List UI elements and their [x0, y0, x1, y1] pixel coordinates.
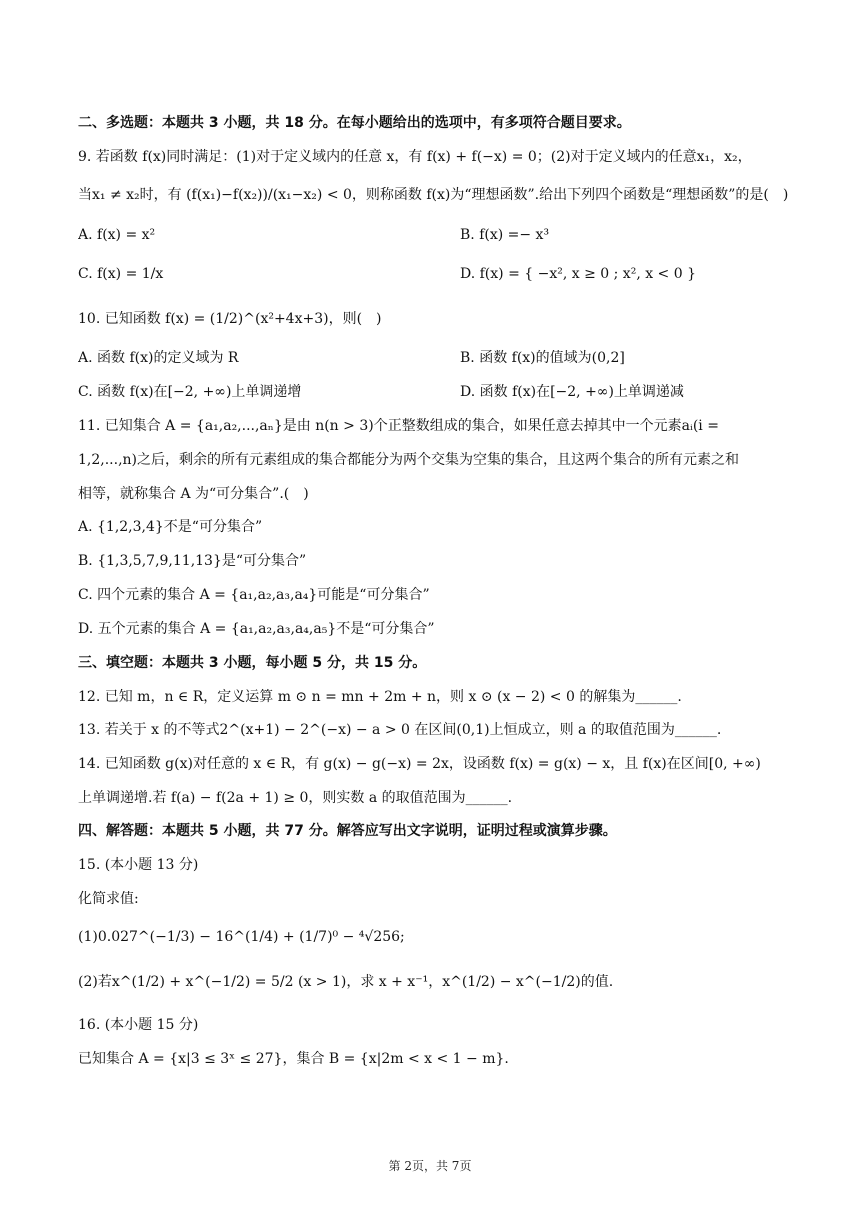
option-b: B. f(x) =− x³ [460, 227, 550, 243]
page-footer: 第 2页，共 7页 [388, 1159, 472, 1173]
option-d: D. f(x) = { −x², x ≥ 0 ; x², x < 0 } [460, 266, 697, 282]
question-12: 12. 已知 m，n ∈ R，定义运算 m ⊙ n = mn + 2m + n，则 x ⊙ (x − 2) < 0 的解集为______. [78, 689, 682, 705]
section-heading-fill-blank: 三、填空题：本题共 3 小题，每小题 5 分，共 15 分。 [78, 655, 427, 671]
question-9-line-1: 9. 若函数 f(x)同时满足：(1)对于定义域内的任意 x，有 f(x) + f(−x) = 0；(2)对于定义域内的任意x₁，x₂， [78, 149, 752, 165]
option-c: C. f(x) = 1/x [78, 266, 164, 282]
question-15-part-1: (1)0.027^(−1/3) − 16^(1/4) + (1/7)⁰ − ⁴√256; [78, 929, 405, 945]
question-14-line-1: 14. 已知函数 g(x)对任意的 x ∈ R，有 g(x) − g(−x) = 2x，设函数 f(x) = g(x) − x，且 f(x)在区间[0, +∞) [78, 756, 761, 772]
question-11-option-c: C. 四个元素的集合 A = {a₁,a₂,a₃,a₄}可能是“可分集合” [78, 587, 430, 603]
question-9-options-row-2 [78, 264, 788, 284]
question-9-options-row-1 [78, 225, 788, 245]
question-15-instruction: 化简求值: [78, 891, 139, 907]
question-10-stem: 10. 已知函数 f(x) = (1/2)^(x²+4x+3)，则( ) [78, 311, 382, 327]
option-c: C. 函数 f(x)在[−2, +∞)上单调递增 [78, 384, 302, 400]
option-b: B. 函数 f(x)的值域为(0,2] [460, 350, 625, 366]
option-a: A. f(x) = x² [78, 227, 156, 243]
question-11-option-a: A. {1,2,3,4}不是“可分集合” [78, 519, 263, 535]
section-heading-answer: 四、解答题：本题共 5 小题，共 77 分。解答应写出文字说明，证明过程或演算步骤。 [78, 823, 617, 839]
question-13: 13. 若关于 x 的不等式2^(x+1) − 2^(−x) − a > 0 在区间(0,1)上恒成立，则 a 的取值范围为______. [78, 722, 722, 738]
question-11-option-b: B. {1,3,5,7,9,11,13}是“可分集合” [78, 553, 307, 569]
question-11-line-1: 11. 已知集合 A = {a₁,a₂,...,aₙ}是由 n(n > 3)个正整数组成的集合，如果任意去掉其中一个元素aᵢ(i = [78, 418, 719, 434]
question-14-line-2: 上单调递增.若 f(a) − f(2a + 1) ≥ 0，则实数 a 的取值范围为______. [78, 790, 513, 806]
question-11-line-3: 相等，就称集合 A 为“可分集合”.( ) [78, 486, 309, 502]
question-16-stem: 已知集合 A = {x|3 ≤ 3ˣ ≤ 27}，集合 B = {x|2m < x < 1 − m}. [78, 1051, 509, 1067]
question-15-header: 15. (本小题 13 分) [78, 857, 199, 873]
question-11-option-d: D. 五个元素的集合 A = {a₁,a₂,a₃,a₄,a₅}不是“可分集合” [78, 621, 435, 637]
question-9-line-2: 当x₁ ≠ x₂时，有 (f(x₁)−f(x₂))/(x₁−x₂) < 0，则称函数 f(x)为“理想函数”.给出下列四个函数是“理想函数”的是( ) [78, 187, 788, 203]
question-11-line-2: 1,2,...,n)之后，剩余的所有元素组成的集合都能分为两个交集为空集的集合，且这两个集合的所有元素之和 [78, 452, 739, 468]
option-d: D. 函数 f(x)在[−2, +∞)上单调递减 [460, 384, 684, 400]
question-16-header: 16. (本小题 15 分) [78, 1017, 199, 1033]
question-15-part-2: (2)若x^(1/2) + x^(−1/2) = 5/2 (x > 1)，求 x + x⁻¹，x^(1/2) − x^(−1/2)的值. [78, 974, 614, 990]
question-10-options-row-2 [78, 382, 788, 402]
option-a: A. 函数 f(x)的定义域为 R [78, 350, 239, 366]
question-10-options-row-1 [78, 348, 788, 368]
section-heading-multiple-choice: 二、多选题：本题共 3 小题，共 18 分。在每小题给出的选项中，有多项符合题目要求。 [78, 115, 631, 131]
